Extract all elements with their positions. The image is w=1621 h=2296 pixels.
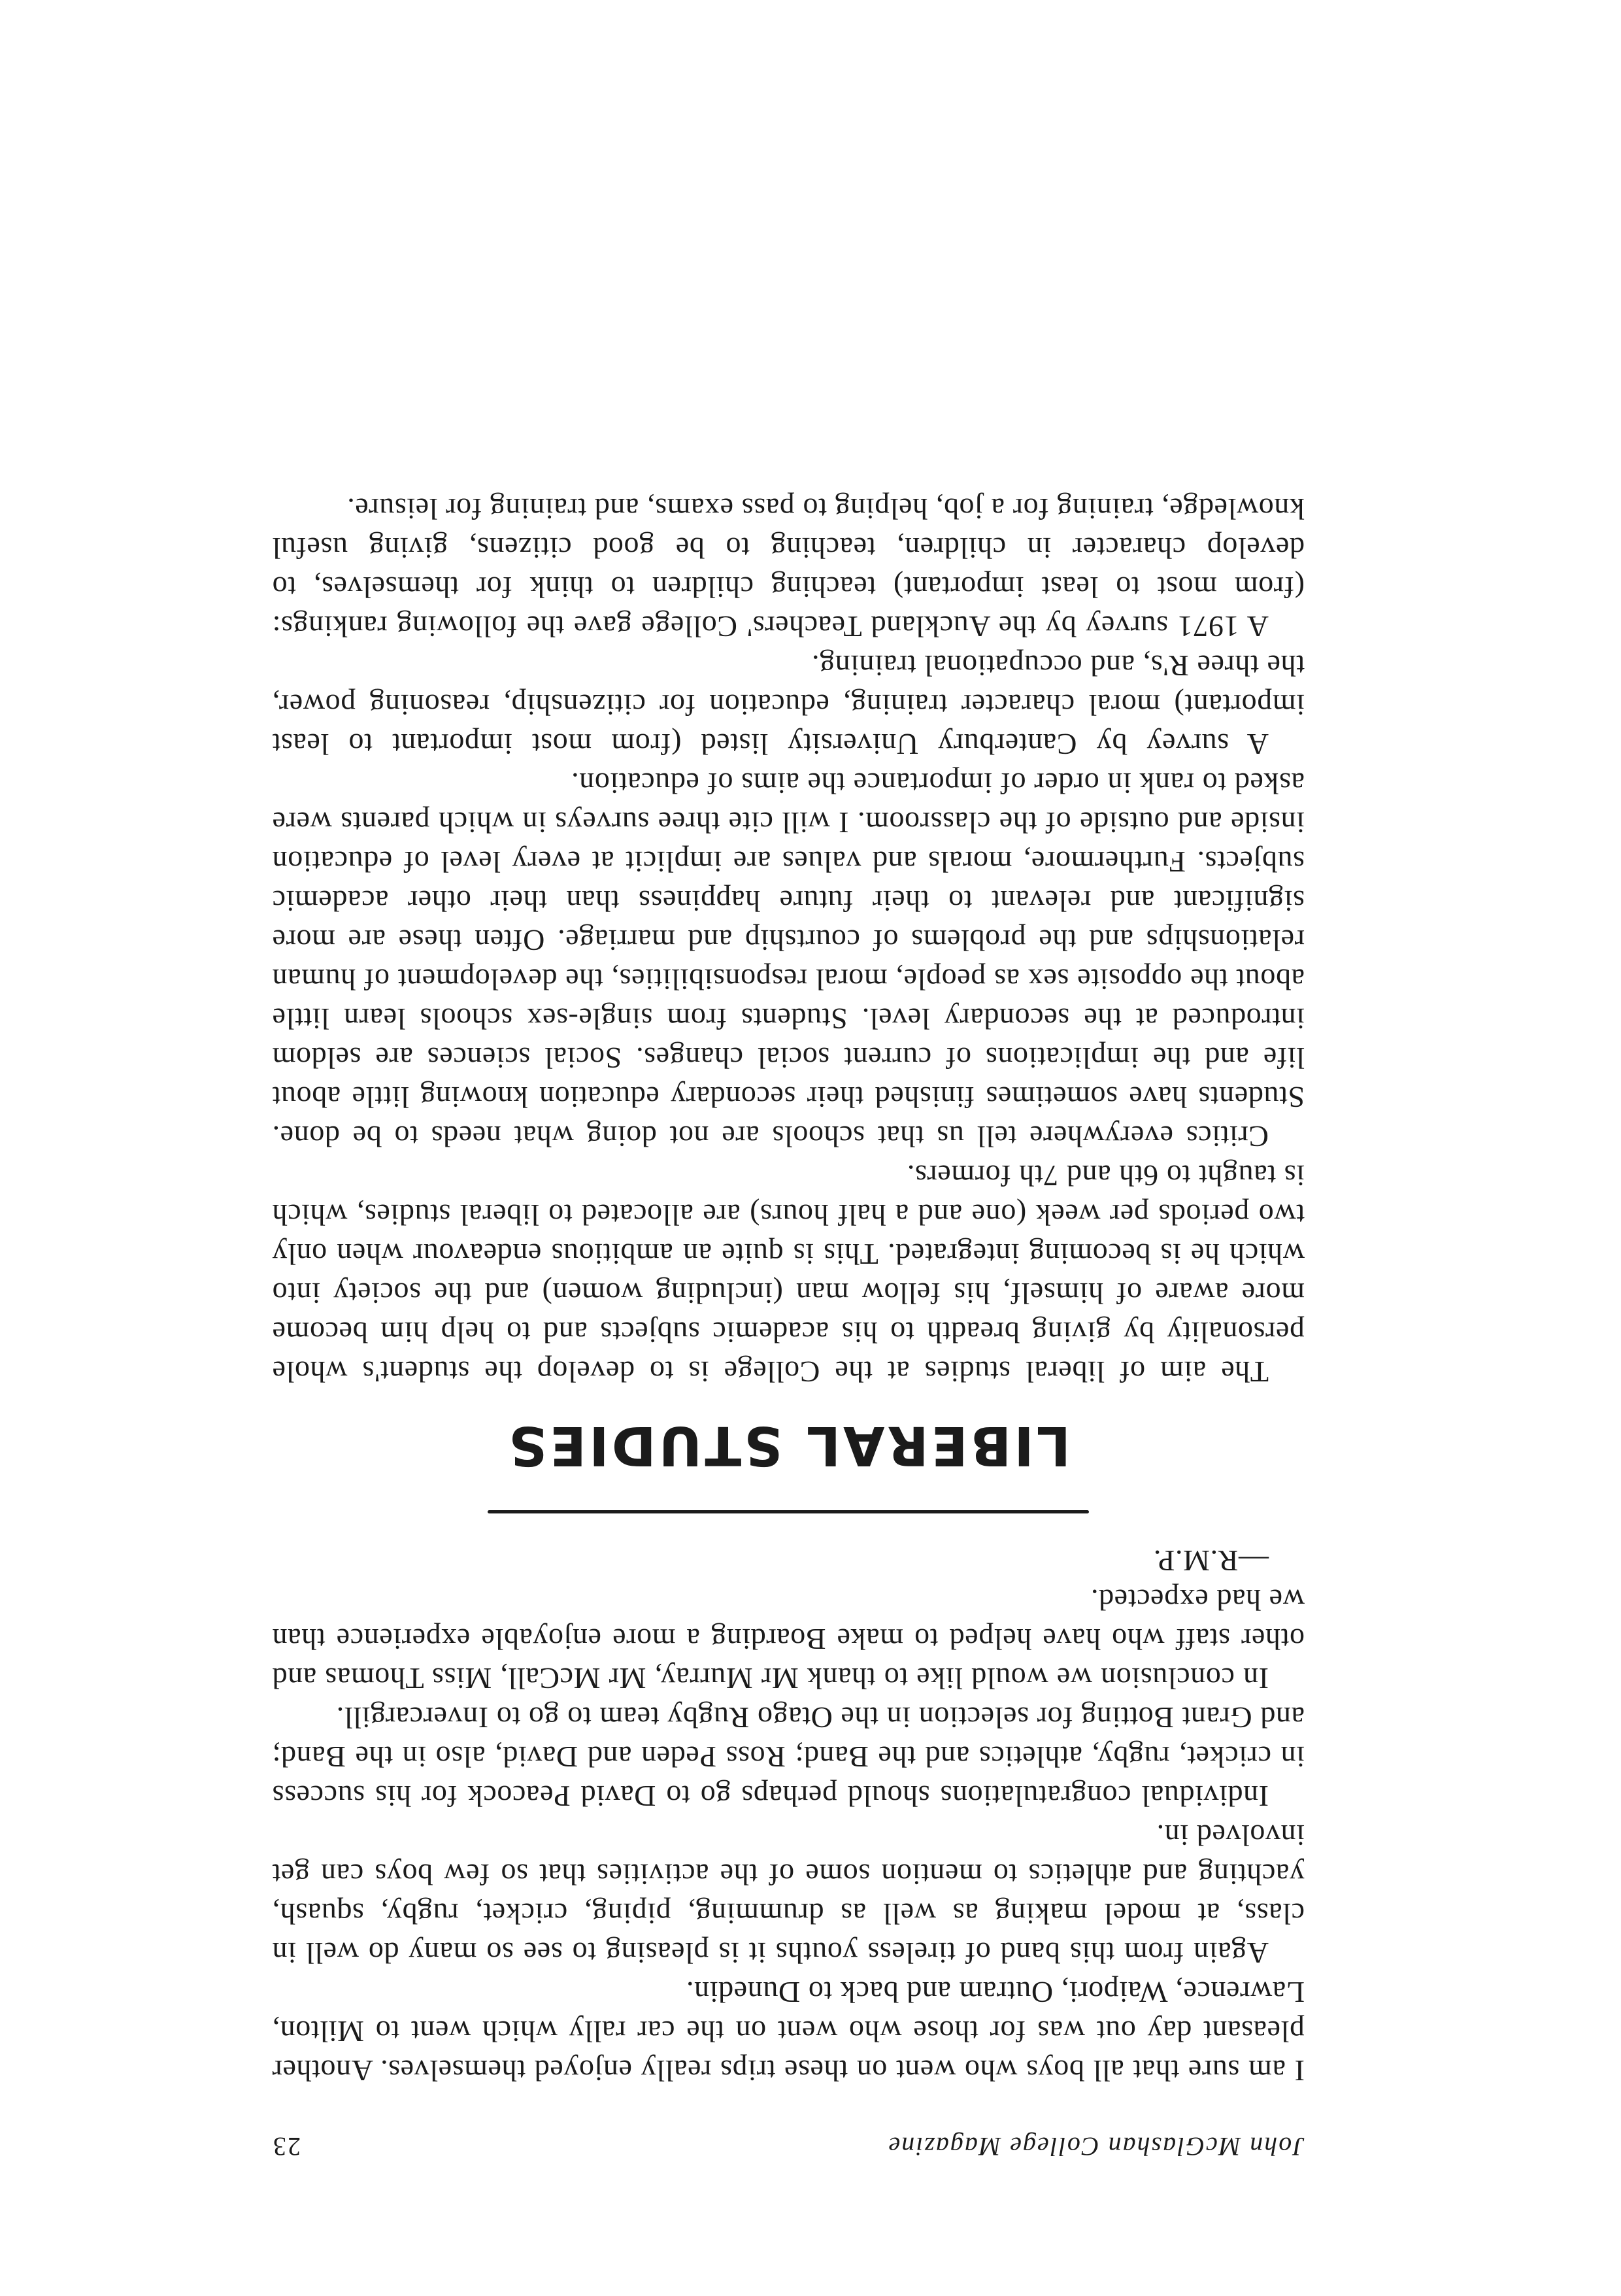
running-title: John McGlashan College Magazine <box>887 2132 1305 2161</box>
body-paragraph: A 1971 survey by the Auckland Teachers' College gave the following rankings: (from most to least important) teaching children to think for themselves, to develop character in children, teaching to be good citizens, giving useful knowledge, training for a job, helping to pass exams, and training for leisure. <box>272 492 1305 643</box>
body-paragraph: Critics everywhere tell us that schools are not doing what needs to be done. Students have sometimes finished their secondary education knowing little about life and the implications of current social changes. Social sciences are seldom introduced at the secondary level. Students from single-sex schools learn little about the opposite sex as people, moral responsibilities, the development of human relationships and the problems of courtship and marriage. Often these are more significant and relevant to their future happiness than their other academic subjects. Furthermore, morals and values are implicit at every level of education inside and outside of the classroom. I will cite three surveys in which parents were asked to rank in order of importance the aims of education. <box>272 767 1305 1153</box>
body-paragraph: The aim of liberal studies at the College is to develop the student's whole personality by giving breadth to his academic subjects and to help him become more aware of himself, his fellow man (including women) and the society into which he is becoming integrated. This is quite an ambitious endeavour when only two periods per week (one and a half hours) are allocated to liberal studies, which is taught to 6th and 7th formers. <box>272 1159 1305 1389</box>
body-paragraph: Individual congratulations should perhaps go to David Peacock for his success in cricket, rugby, athletics and the Band; Ross Peden and David, also in the Band; and Grant Botting for selection in the Otago Rugby team to go to Invercargill. <box>272 1701 1305 1813</box>
body-paragraph: Again from this band of tireless youths it is pleasing to see so many do well in class, at model making as well as drumming, piping, cricket, rugby, squash, yachting and athletics to mention some of the activities that so few boys can get involved in. <box>272 1819 1305 1970</box>
page-content <box>272 489 1305 2162</box>
section-heading: LIBERAL STUDIES <box>506 1414 1071 1476</box>
author-signature: —R.M.P. <box>1153 1544 1269 1578</box>
section-divider <box>488 1510 1089 1513</box>
body-paragraph: I am sure that all boys who went on these trips really enjoyed themselves. Another pleasant day out was for those who went on the car rally which went to Milton, Lawrence, Waipori, Outram and back to Dunedin. <box>272 1976 1305 2087</box>
body-paragraph: A survey by Canterbury University listed (from most important to least important) moral character training, education for citizenship, reasoning power, the three R's, and occupational training. <box>272 649 1305 761</box>
page-header <box>272 2116 1305 2162</box>
page-number: 23 <box>272 2132 301 2161</box>
liberal-studies-section <box>272 489 1305 1391</box>
boarding-section <box>272 1541 1305 2090</box>
body-paragraph: In conclusion we would like to thank Mr Murray, Mr McCall, Miss Thomas and other staff who have helped to make Boarding a more enjoyable experience than we had expected. <box>272 1583 1305 1695</box>
